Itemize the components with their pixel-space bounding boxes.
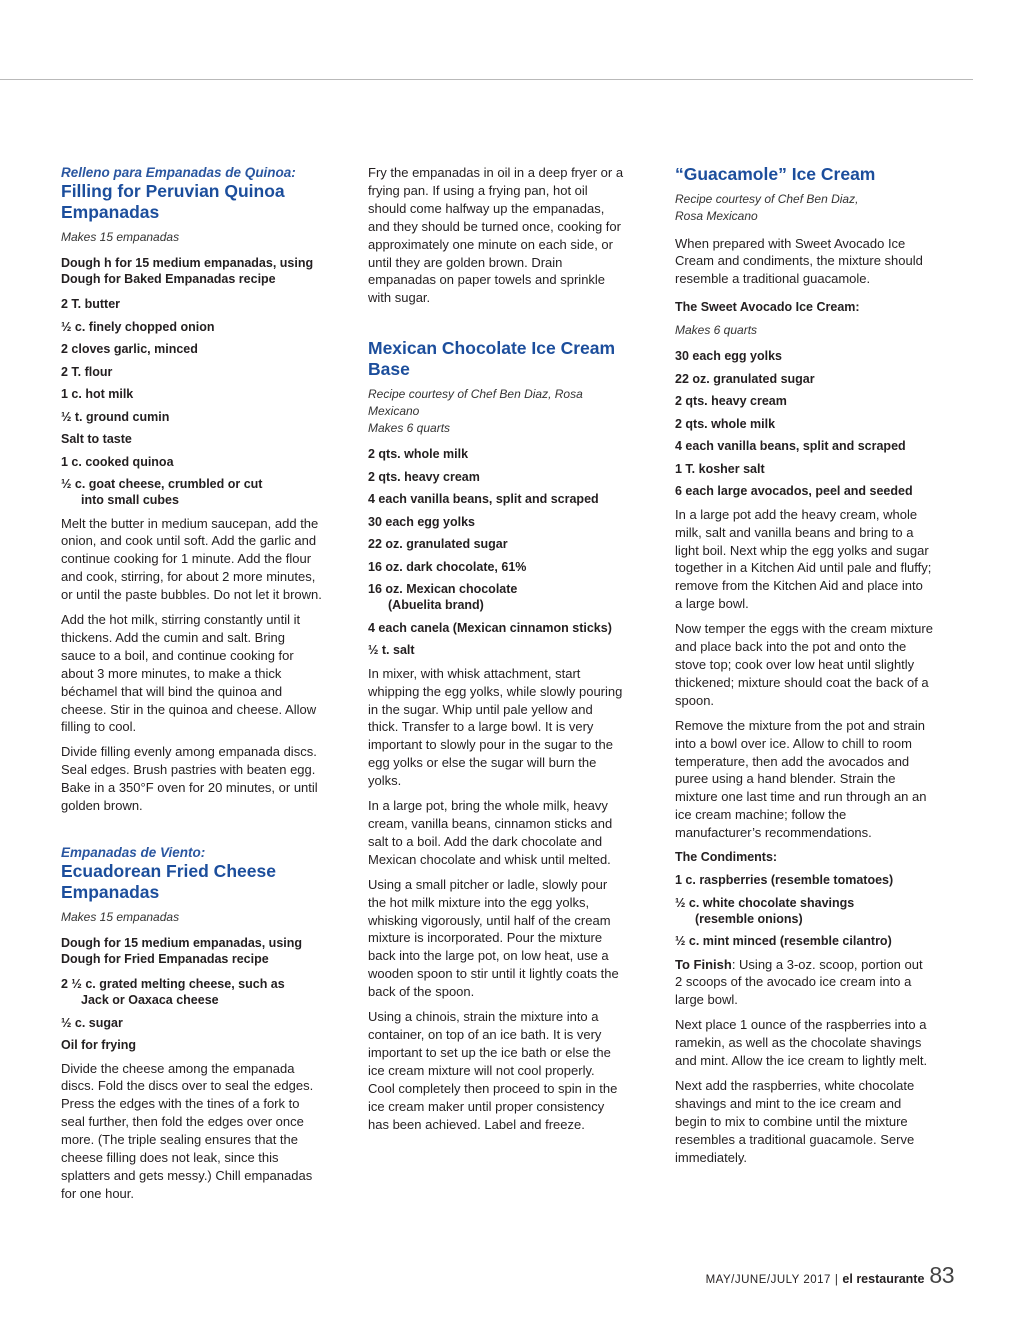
recipe-title: Filling for Peruvian Quinoa Empanadas bbox=[61, 181, 285, 222]
instruction-paragraph: Next place 1 ounce of the raspberries into a ramekin, as well as the chocolate shavings and mint. Allow the ice cream to lightly melt. bbox=[675, 1017, 928, 1069]
ingredient-line: Jack or Oaxaca cheese bbox=[81, 993, 219, 1007]
ingredient: Salt to taste bbox=[61, 432, 132, 446]
ingredient bbox=[368, 581, 624, 613]
ingredient-line: (Abuelita brand) bbox=[388, 598, 484, 613]
recipe-yield: Makes 6 quarts bbox=[675, 323, 758, 338]
recipe-credit: Recipe courtesy of Chef Ben Diaz, Rosa Mexicano bbox=[368, 387, 583, 419]
section-subhead: The Condiments: bbox=[675, 850, 778, 865]
column-3 bbox=[675, 164, 933, 1174]
recipe-title: “Guacamole” Ice Cream bbox=[675, 164, 876, 184]
recipe-title: Ecuadorean Fried Cheese Empanadas bbox=[61, 861, 276, 902]
ingredient-line: 16 oz. Mexican chocolate bbox=[368, 582, 518, 597]
ingredient: Oil for frying bbox=[61, 1038, 136, 1052]
instruction-paragraph: Now temper the eggs with the cream mixture and place back into the pot and onto the stove top; cook over low heat until slightly thickened; mixture should coat the back of a spoon. bbox=[675, 621, 933, 708]
ingredient: 2 qts. whole milk bbox=[368, 447, 469, 462]
ingredient: 22 oz. granulated sugar bbox=[675, 371, 815, 386]
ingredient: 2 qts. heavy cream bbox=[675, 394, 787, 409]
ingredient: 4 each canela (Mexican cinnamon sticks) bbox=[368, 620, 612, 635]
ingredient: Dough for 15 medium empanadas, using Dough for Fried Empanadas recipe bbox=[61, 936, 303, 966]
instruction-paragraph: Divide the cheese among the empanada discs. Fold the discs over to seal the edges. Press the edges with the tines of a fork to seal further, then fold the edges over once more. (The triple sealing ensures that the cheese filling does not leak, since this splatters and gets messy.) Chill empanadas for one hour. bbox=[61, 1060, 314, 1201]
ingredient bbox=[61, 976, 323, 1008]
section-subhead: The Sweet Avocado Ice Cream: bbox=[675, 300, 860, 315]
ingredient-line: into small cubes bbox=[81, 493, 179, 507]
ingredient: 2 T. flour bbox=[61, 364, 113, 379]
footer-separator: | bbox=[834, 1274, 839, 1286]
finish-label: To Finish bbox=[675, 956, 732, 972]
ingredient: ½ c. sugar bbox=[61, 1015, 123, 1030]
condiment-line: ½ c. white chocolate shavings bbox=[675, 895, 855, 910]
instruction-paragraph: Divide filling evenly among empanada discs. Seal edges. Brush pastries with beaten egg. Bake in a 350°F oven for 20 minutes, or until golden brown. bbox=[61, 744, 318, 814]
recipe-yield: Makes 15 empanadas bbox=[61, 230, 180, 244]
ingredient-line: ½ c. goat cheese, crumbled or cut bbox=[61, 477, 263, 491]
recipe-yield: Makes 6 quarts bbox=[368, 421, 451, 436]
column-1 bbox=[61, 164, 323, 1210]
ingredient: 1 c. hot milk bbox=[61, 387, 134, 401]
ingredient: 2 qts. whole milk bbox=[675, 416, 776, 431]
instruction-paragraph: In mixer, with whisk attachment, start whipping the egg yolks, while slowly pouring in the sugar. Whip until pale yellow and thick. Transfer to a large bowl. It is very important to slowly pour in the sugar to the egg yolks or else the sugar will burn the yolks. bbox=[368, 665, 623, 789]
recipe-title: Mexican Chocolate Ice Cream Base bbox=[368, 338, 616, 379]
credit-line: Rosa Mexicano bbox=[675, 208, 758, 223]
ingredient: 30 each egg yolks bbox=[368, 514, 476, 529]
instruction-paragraph: Next add the raspberries, white chocolate shavings and mint to the ice cream and begin to mix to combine until the mixture resembles a traditional guacamole. Serve immediately. bbox=[675, 1077, 915, 1165]
magazine-name: el restaurante bbox=[842, 1272, 925, 1286]
ingredient: 30 each egg yolks bbox=[675, 349, 783, 364]
ingredient: 1 c. cooked quinoa bbox=[61, 454, 174, 469]
instruction-paragraph: In a large pot, bring the whole milk, heavy cream, vanilla beans, cinnamon sticks and salt to a boil. Add the dark chocolate and Mexican chocolate and whisk until melted. bbox=[368, 798, 613, 867]
column-2 bbox=[368, 164, 624, 1140]
recipe-yield: Makes 15 empanadas bbox=[61, 910, 180, 924]
ingredient: 2 cloves garlic, minced bbox=[61, 342, 198, 356]
instruction-paragraph: Add the hot milk, stirring constantly until it thickens. Add the cumin and salt. Bring sauce to a boil, and continue cooking for about 3 more minutes, to make a thick béchamel that will bind the quinoa and cheese. Stir in the quinoa and cheese. Allow filling to cool. bbox=[61, 612, 317, 735]
ingredient bbox=[61, 476, 323, 508]
instruction-paragraph: Remove the mixture from the pot and strain into a bowl over ice. Allow to chill to room temperature, then add the avocados and puree using a hand blender. Strain the mixture one last time and run through an an ice cream machine; follow the manufacturer’s recommendations. bbox=[675, 717, 927, 841]
instruction-paragraph: Melt the butter in medium saucepan, add the onion, and cook until soft. Add the garlic and continue cooking for 1 minute. Add the flour and cook, stirring, for about 2 more minutes, or until the paste bubbles. Do not let it brown. bbox=[61, 515, 322, 603]
recipe-credit bbox=[675, 191, 933, 225]
recipe-kicker: Empanadas de Viento: bbox=[61, 845, 206, 860]
ingredient: 1 T. kosher salt bbox=[675, 461, 765, 476]
instruction-paragraph: In a large pot add the heavy cream, whole milk, salt and vanilla beans and bring to a light boil. Next whip the egg yolks and sugar together in a Kitchen Aid until pale and fluffy; remove from the Kitchen Aid and place into a large bowl. bbox=[675, 506, 932, 612]
ingredient: 6 each large avocados, peel and seeded bbox=[675, 484, 913, 499]
ingredient: 16 oz. dark chocolate, 61% bbox=[368, 559, 527, 574]
ingredient: ½ t. salt bbox=[368, 643, 415, 658]
page-footer bbox=[706, 1262, 954, 1289]
credit-line: Recipe courtesy of Chef Ben Diaz, bbox=[675, 191, 859, 206]
ingredient: 4 each vanilla beans, split and scraped bbox=[675, 439, 906, 454]
header-rule bbox=[0, 79, 973, 80]
ingredient: 2 T. butter bbox=[61, 297, 121, 311]
ingredient: ½ c. finely chopped onion bbox=[61, 319, 215, 334]
ingredient: 4 each vanilla beans, split and scraped bbox=[368, 492, 599, 507]
page-number: 83 bbox=[929, 1262, 954, 1288]
condiment: ½ c. mint minced (resemble cilantro) bbox=[675, 934, 892, 949]
condiment: 1 c. raspberries (resemble tomatoes) bbox=[675, 873, 894, 888]
instruction-paragraph: Using a chinois, strain the mixture into a container, on top of an ice bath. It is very important to set up the ice bath or else the ice cream mixture will not cool properly. Cool completely then proceed to spin in the ice cream maker until proper consistency has been achieved. Label and freeze. bbox=[368, 1009, 618, 1132]
ingredient: 22 oz. granulated sugar bbox=[368, 537, 508, 552]
issue-date: MAY/JUNE/JULY 2017 bbox=[705, 1274, 831, 1286]
finish-paragraph bbox=[675, 956, 933, 1010]
ingredient-line: 2 ½ c. grated melting cheese, such as bbox=[61, 977, 285, 991]
ingredient: 2 qts. heavy cream bbox=[368, 469, 480, 484]
intro-paragraph: When prepared with Sweet Avocado Ice Cream and condiments, the mixture should resemble a traditional guacamole. bbox=[675, 235, 923, 287]
ingredient: Dough h for 15 medium empanadas, using Dough for Baked Empanadas recipe bbox=[61, 256, 314, 286]
instruction-paragraph: Fry the empanadas in oil in a deep fryer or a frying pan. If using a frying pan, hot oil should come halfway up the empanadas, and they should be turned once, cooking for approximately one minute on each side, or until they are golden brown. Drain empanadas on paper towels and sprinkle with sugar. bbox=[368, 165, 624, 306]
condiment bbox=[675, 895, 933, 927]
condiment-line: (resemble onions) bbox=[695, 911, 803, 926]
instruction-paragraph: Using a small pitcher or ladle, slowly pour the hot milk mixture into the egg yolks, whisking vigorously, until half of the cream mixture is incorporated. Pour the mixture back into the large pot, on low heat, use a wooden spoon to stir until it lightly coats the back of the spoon. bbox=[368, 876, 619, 1000]
recipe-kicker: Relleno para Empanadas de Quinoa: bbox=[61, 165, 296, 180]
finish-text: : Using a 3-oz. scoop, portion out 2 scoops of the avocado ice cream into a large bowl. bbox=[675, 956, 923, 1008]
ingredient: ½ t. ground cumin bbox=[61, 409, 170, 424]
